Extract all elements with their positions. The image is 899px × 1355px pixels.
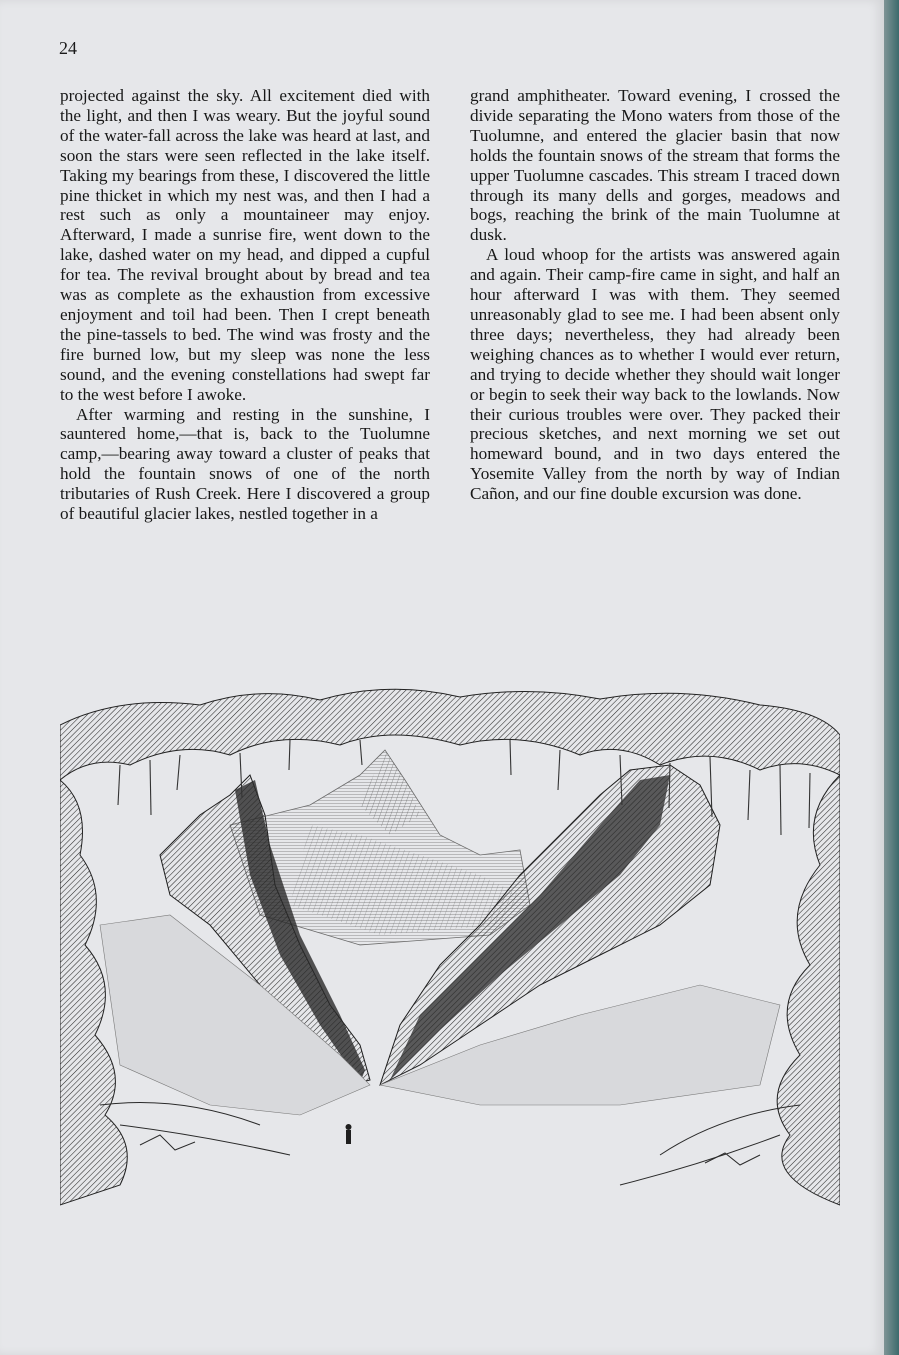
mountain-gorge-engraving-icon <box>60 685 840 1245</box>
right-paragraph-1: grand amphitheater. Toward evening, I crossed the divide separating the Mono waters from those of the Tuolumne, and entered the glacier basin that now holds the fountain snows of the stream that forms the upper Tuolumne cascades. This stream I traced down through its many dells and gorges, meadows and bogs, reaching the brink of the main Tuolumne at dusk. <box>470 86 840 245</box>
left-paragraph-2: After warming and resting in the sunshine, I sauntered home,—that is, back to the Tuolumne camp,—bearing away toward a cluster of peaks that hold the fountain snows of one of the north tributaries of Rush Creek. Here I discovered a group of beautiful glacier lakes, nestled together in a <box>60 404 430 524</box>
left-paragraph-1: projected against the sky. All excitement died with the light, and then I was weary. But the joyful sound of the water-fall across the lake was heard at last, and soon the stars were seen reflected in the lake itself. Taking my bearings from these, I discovered the little pine thicket in which my nest was, and then I had a rest such as only a mountaineer may enjoy. Afterward, I made a sunrise fire, went down to the lake, dashed water on my head, and dipped a cupful for tea. The revival brought about by bread and tea was as complete as the exhaustion from excessive enjoyment and toil had been. Then I crept beneath the pine-tassels to bed. The wind was frosty and the fire burned low, but my sleep was none the less sound, and the evening constellations had swept far to the west before I awoke. <box>60 86 430 404</box>
page-number: 24 <box>59 38 77 58</box>
right-paragraph-2: A loud whoop for the artists was answered again and again. Their camp-fire came in sight, and half an hour afterward I was with them. They seemed unreasonably glad to see me. I had been absent only three days; nevertheless, they had already been weighing chances as to whether I would ever return, and trying to decide whether they should wait longer or begin to seek their way back to the lowlands. Now their curious troubles were over. They packed their precious sketches, and next morning we set out homeward bound, and in two days entered the Yosemite Valley from the north by way of Indian Cañon, and our fine double excursion was done. <box>470 245 840 504</box>
page-edge-strip <box>884 0 899 1355</box>
left-column <box>60 86 430 524</box>
right-column <box>470 86 840 504</box>
